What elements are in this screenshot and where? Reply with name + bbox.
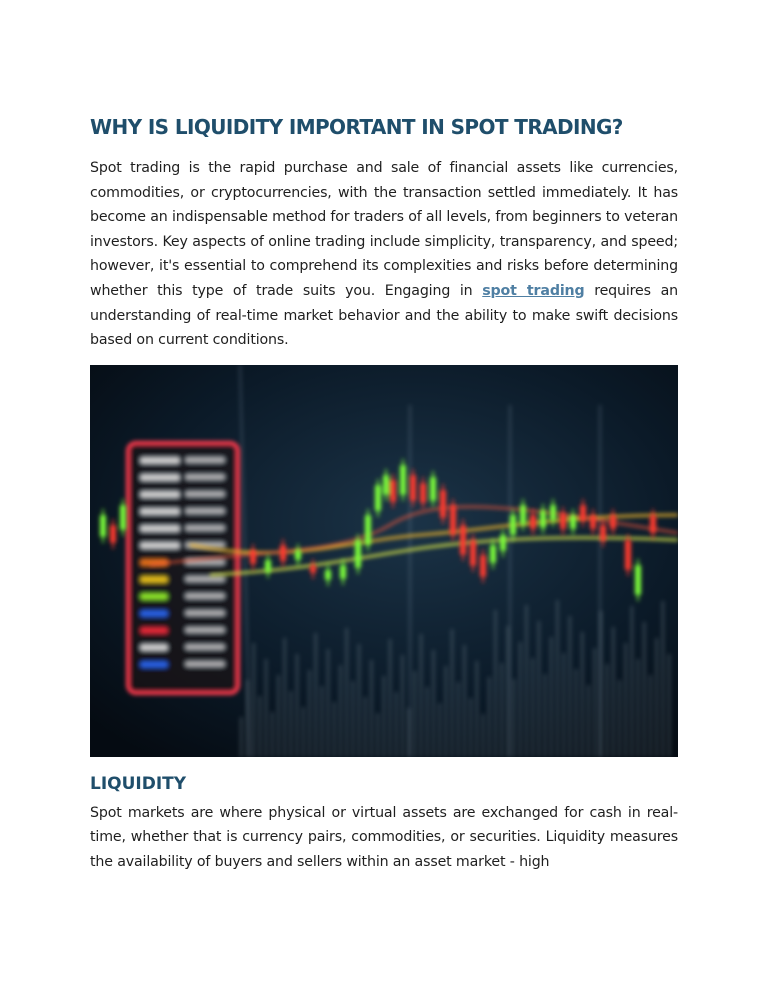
trading-chart-photo [90, 365, 678, 757]
volume-bar [271, 712, 274, 757]
volume-bar [600, 611, 603, 757]
volume-bar [531, 658, 534, 757]
volume-bar [302, 707, 305, 757]
volume-bar [457, 682, 460, 757]
volume-bar [668, 654, 671, 757]
intro-text-before-link: Spot trading is the rapid purchase and sale of financial assets like currencies, commodities, or cryptocurrencies, with the transaction settled immediately. It has become an indispensable method for traders of all levels, from beginners to veteran investors. Key aspects of online trading include simplicity, transparency, and speed; however, it's essential to comprehend its complexities and risks before determining whether this type of trade suits you. Engaging in [90, 160, 678, 299]
volume-bar [463, 645, 466, 757]
volume-bar [383, 676, 386, 757]
volume-bar [525, 605, 528, 757]
volume-bar [277, 675, 280, 757]
volume-bar [370, 660, 373, 757]
volume-bar [593, 648, 596, 757]
volume-bar [246, 680, 249, 757]
volume-bar [407, 708, 410, 757]
volume-bar [643, 622, 646, 757]
volume-bar [445, 666, 448, 757]
volume-bar [556, 600, 559, 757]
price-panel-swatch [140, 593, 168, 600]
price-panel-value [185, 610, 225, 616]
intro-text-after-link: requires an understanding of real-time market behavior and the ability to make swift decisions based on current conditions. [90, 282, 678, 349]
section-paragraph: Spot markets are where physical or virtual assets are exchanged for cash in real-time, whether that is currency pairs, commodities, or securities. Liquidity measures the availability of buyers and sellers within an asset market - high [90, 804, 678, 870]
spot-trading-link[interactable]: spot trading [482, 282, 585, 299]
volume-bar [420, 634, 423, 757]
price-panel-value [185, 491, 225, 497]
volume-bar [488, 677, 491, 757]
volume-bar [581, 632, 584, 757]
volume-bar [649, 675, 652, 757]
price-panel-value [185, 474, 225, 480]
volume-bar [575, 669, 578, 757]
volume-bar [296, 654, 299, 757]
volume-bar [432, 650, 435, 757]
volume-bar [507, 626, 510, 757]
volume-bar [612, 627, 615, 757]
price-panel-swatch [140, 491, 180, 498]
volume-bar [618, 680, 621, 757]
volume-bar [519, 642, 522, 757]
price-panel-swatch [140, 576, 168, 583]
volume-bar [637, 659, 640, 757]
price-panel-swatch [140, 661, 168, 668]
price-panel-value [185, 593, 225, 599]
volume-bar [389, 639, 392, 757]
volume-bar [494, 610, 497, 757]
volume-bar [283, 638, 286, 757]
volume-bar [438, 703, 441, 757]
volume-bar [352, 681, 355, 757]
volume-bar [376, 713, 379, 757]
price-panel-value [185, 508, 225, 514]
price-panel-value [185, 576, 225, 582]
price-panel-swatch [140, 627, 168, 634]
volume-bar [252, 643, 255, 757]
volume-bar [569, 616, 572, 757]
volume-bar [655, 638, 658, 757]
section-heading: LIQUIDITY [90, 773, 187, 794]
article-title: WHY IS LIQUIDITY IMPORTANT IN SPOT TRADING? [90, 115, 623, 139]
volume-bar [587, 685, 590, 757]
article [90, 112, 678, 875]
volume-bar [550, 637, 553, 757]
volume-bar [562, 653, 565, 757]
intro-paragraph [90, 156, 678, 353]
volume-bar [240, 717, 243, 757]
volume-bar [606, 664, 609, 757]
price-panel-swatch [140, 474, 180, 481]
volume-bar [333, 702, 336, 757]
price-panel-swatch [140, 508, 180, 515]
volume-bar [500, 663, 503, 757]
volume-bar [631, 606, 634, 757]
volume-bar [321, 686, 324, 757]
price-panel-value [185, 627, 225, 633]
volume-bar [339, 665, 342, 757]
volume-bar [426, 687, 429, 757]
volume-bar [476, 661, 479, 757]
volume-bar [308, 670, 311, 757]
price-panel-value [185, 644, 225, 650]
volume-bar [469, 698, 472, 757]
price-panel-swatch [140, 457, 180, 464]
volume-bar [414, 671, 417, 757]
price-panel-value [185, 661, 225, 667]
price-panel-swatch [140, 542, 180, 549]
volume-bar [358, 644, 361, 757]
price-panel-value [185, 525, 225, 531]
volume-bar [401, 655, 404, 757]
volume-bar [662, 601, 665, 757]
price-panel-swatch [140, 644, 168, 651]
volume-bar [538, 621, 541, 757]
volume-bar [395, 692, 398, 757]
price-panel-value [185, 457, 225, 463]
volume-bar [513, 679, 516, 757]
price-panel [128, 443, 238, 693]
price-panel-swatch [140, 525, 180, 532]
volume-bar [314, 633, 317, 757]
volume-bar [259, 696, 262, 757]
volume-bar [265, 659, 268, 757]
volume-bar [624, 643, 627, 757]
volume-bar [327, 649, 330, 757]
volume-bar [451, 629, 454, 757]
volume-bar [482, 714, 485, 757]
volume-bar [290, 691, 293, 757]
volume-bar [364, 697, 367, 757]
volume-bar [544, 674, 547, 757]
price-panel-swatch [140, 610, 168, 617]
volume-bar [345, 628, 348, 757]
